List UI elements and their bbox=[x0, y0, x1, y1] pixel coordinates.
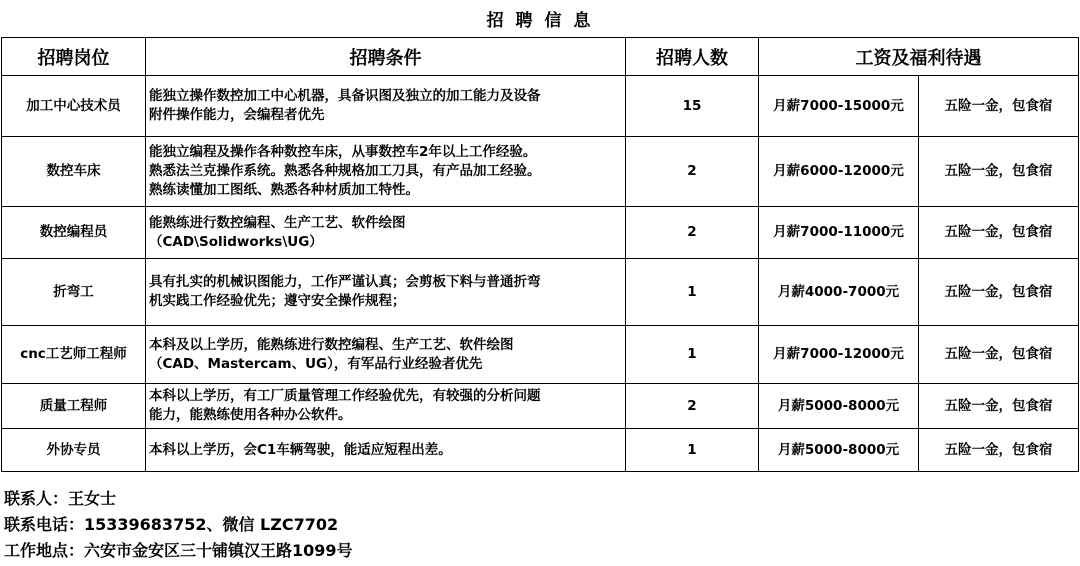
conditions-cell bbox=[146, 326, 626, 384]
header-compensation: 工资及福利待遇 bbox=[759, 38, 1079, 76]
conditions-cell bbox=[146, 259, 626, 326]
position-cell: 加工中心技术员 bbox=[2, 76, 146, 137]
count-cell: 2 bbox=[626, 384, 759, 429]
conditions-cell bbox=[146, 207, 626, 259]
condition-line: 本科以上学历，有工厂质量管理工作经验优先，有较强的分析问题 bbox=[149, 388, 541, 404]
salary-cell: 月薪5000-8000元 bbox=[759, 429, 919, 472]
contact-phone: 联系电话：15339683752、微信 LZC7702 bbox=[4, 515, 339, 534]
work-address: 工作地点：六安市金安区三十铺镇汉王路1099号 bbox=[4, 541, 353, 560]
table-row bbox=[2, 384, 1079, 429]
position-cell: 质量工程师 bbox=[2, 384, 146, 429]
contact-person: 联系人：王女士 bbox=[4, 489, 117, 508]
recruitment-table bbox=[1, 37, 1079, 472]
table-row bbox=[2, 326, 1079, 384]
salary-cell: 月薪7000-15000元 bbox=[759, 76, 919, 137]
position-cell: 数控编程员 bbox=[2, 207, 146, 259]
condition-line: （CAD、Mastercam、UG），有军品行业经验者优先 bbox=[149, 355, 483, 372]
page-title: 招 聘 信 息 bbox=[486, 11, 594, 31]
header-conditions: 招聘条件 bbox=[146, 38, 626, 76]
position-cell: 折弯工 bbox=[2, 259, 146, 326]
conditions-cell bbox=[146, 384, 626, 429]
condition-line: （CAD\Solidworks\UG） bbox=[149, 233, 323, 250]
benefits-cell: 五险一金，包食宿 bbox=[919, 259, 1079, 326]
count-cell: 1 bbox=[626, 326, 759, 384]
condition-line: 能独立编程及操作各种数控车床，从事数控车2年以上工作经验。 bbox=[149, 144, 537, 160]
header-position: 招聘岗位 bbox=[2, 38, 146, 76]
condition-line: 本科以上学历，会C1车辆驾驶，能适应短程出差。 bbox=[149, 441, 452, 458]
table-row bbox=[2, 207, 1079, 259]
header-count: 招聘人数 bbox=[626, 38, 759, 76]
condition-line: 本科及以上学历，能熟练进行数控编程、生产工艺、软件绘图 bbox=[149, 336, 514, 353]
count-cell: 1 bbox=[626, 429, 759, 472]
position-cell: cnc工艺师工程师 bbox=[2, 326, 146, 384]
count-cell: 1 bbox=[626, 259, 759, 326]
position-cell: 外协专员 bbox=[2, 429, 146, 472]
condition-line: 具有扎实的机械识图能力，工作严谨认真；会剪板下料与普通折弯 bbox=[149, 274, 541, 290]
table-row bbox=[2, 76, 1079, 137]
benefits-cell: 五险一金，包食宿 bbox=[919, 429, 1079, 472]
benefits-cell: 五险一金，包食宿 bbox=[919, 384, 1079, 429]
count-cell: 2 bbox=[626, 207, 759, 259]
benefits-cell: 五险一金，包食宿 bbox=[919, 76, 1079, 137]
conditions-cell bbox=[146, 429, 626, 472]
salary-cell: 月薪7000-11000元 bbox=[759, 207, 919, 259]
table-row bbox=[2, 429, 1079, 472]
benefits-cell: 五险一金，包食宿 bbox=[919, 137, 1079, 207]
salary-cell: 月薪7000-12000元 bbox=[759, 326, 919, 384]
salary-cell: 月薪6000-12000元 bbox=[759, 137, 919, 207]
position-cell: 数控车床 bbox=[2, 137, 146, 207]
benefits-cell: 五险一金，包食宿 bbox=[919, 326, 1079, 384]
conditions-cell bbox=[146, 76, 626, 137]
condition-line: 能力，能熟练使用各种办公软件。 bbox=[149, 407, 352, 423]
benefits-cell: 五险一金，包食宿 bbox=[919, 207, 1079, 259]
conditions-cell bbox=[146, 137, 626, 207]
condition-line: 能独立操作数控加工中心机器，具备识图及独立的加工能力及设备 bbox=[149, 88, 541, 104]
table-row bbox=[2, 137, 1079, 207]
condition-line: 机实践工作经验优先；遵守安全操作规程； bbox=[149, 293, 406, 309]
salary-cell: 月薪4000-7000元 bbox=[759, 259, 919, 326]
table-header-row bbox=[2, 38, 1079, 76]
count-cell: 15 bbox=[626, 76, 759, 137]
condition-line: 附件操作能力，会编程者优先 bbox=[149, 107, 325, 123]
condition-line: 能熟练进行数控编程、生产工艺、软件绘图 bbox=[149, 214, 406, 231]
count-cell: 2 bbox=[626, 137, 759, 207]
table-row bbox=[2, 259, 1079, 326]
condition-line: 熟悉法兰克操作系统。熟悉各种规格加工刀具，有产品加工经验。 bbox=[149, 163, 541, 179]
salary-cell: 月薪5000-8000元 bbox=[759, 384, 919, 429]
condition-line: 熟练读懂加工图纸、熟悉各种材质加工特性。 bbox=[149, 182, 419, 198]
